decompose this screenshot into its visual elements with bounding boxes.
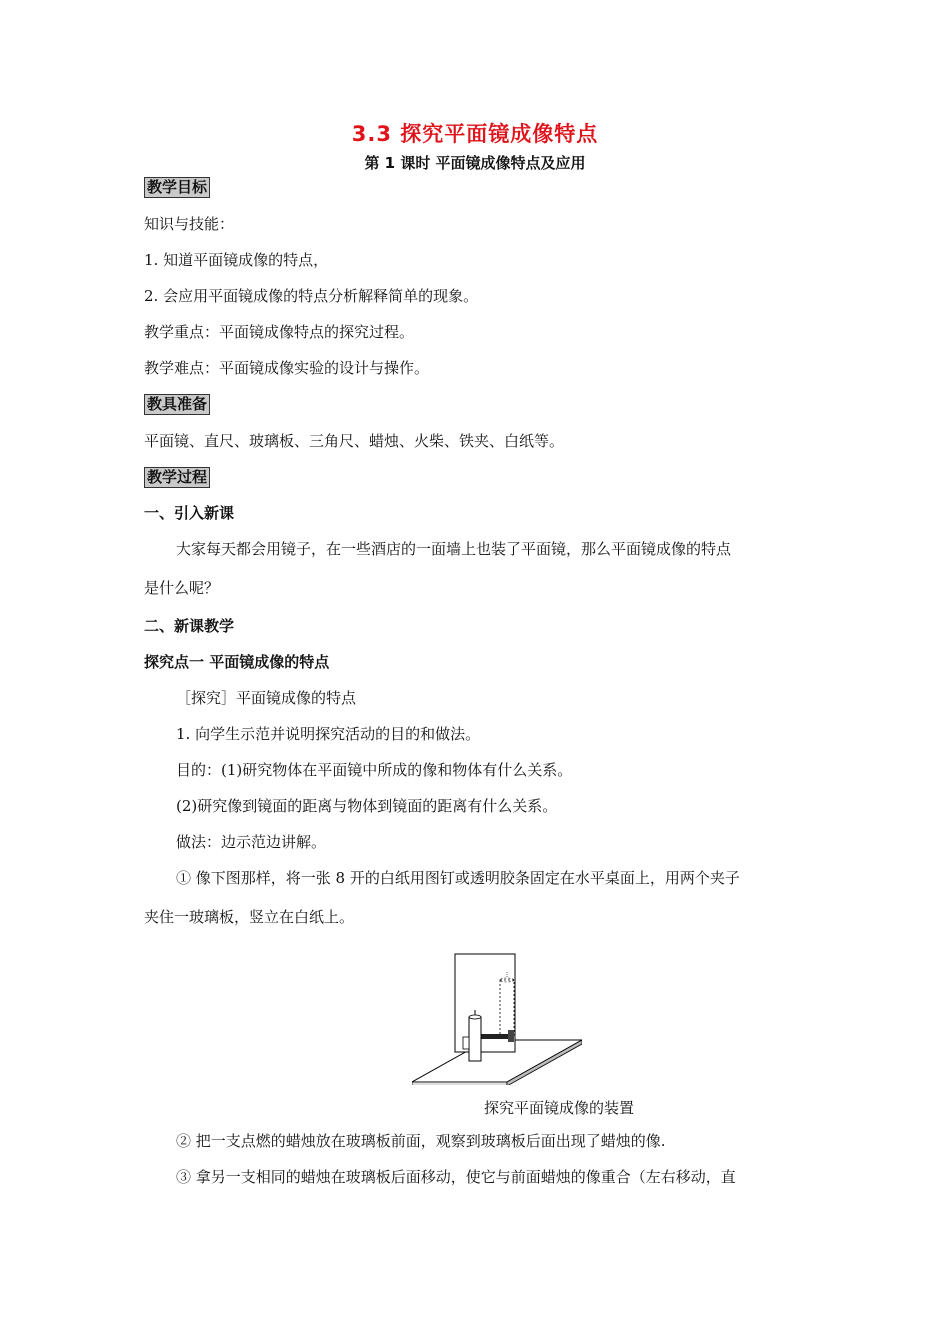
explore-label: ［探究］平面镜成像的特点 (176, 689, 357, 707)
method-step-1-line-1: ① 像下图那样，将一张 8 开的白纸用图钉或透明胶条固定在水平桌面上，用两个夹子 (176, 869, 740, 887)
intro-paragraph-line-1: 大家每天都会用镜子，在一些酒店的一面墙上也装了平面镜，那么平面镜成像的特点 (176, 540, 732, 558)
section-process-heading: 教学过程 (144, 467, 210, 488)
purpose-1: 目的：(1)研究物体在平面镜中所成的像和物体有什么关系。 (176, 761, 573, 779)
lesson-subtitle: 第 1 课时 平面镜成像特点及应用 (364, 154, 586, 172)
goal-item-2: 2. 会应用平面镜成像的特点分析解释简单的现象。 (144, 287, 479, 305)
goal-item-1: 1. 知道平面镜成像的特点， (144, 251, 329, 269)
method-step-2: ② 把一支点燃的蜡烛放在玻璃板前面，观察到玻璃板后面出现了蜡烛的像. (176, 1132, 666, 1150)
step-1: 1. 向学生示范并说明探究活动的目的和做法。 (176, 725, 481, 743)
difficult-point: 教学难点：平面镜成像实验的设计与操作。 (144, 359, 430, 377)
tools-list: 平面镜、直尺、玻璃板、三角尺、蜡烛、火柴、铁夹、白纸等。 (144, 432, 565, 450)
intro-paragraph-line-2: 是什么呢？ (144, 579, 220, 597)
method-step-1-line-2: 夹住一玻璃板，竖立在白纸上。 (144, 908, 355, 926)
purpose-2: (2)研究像到镜面的距离与物体到镜面的距离有什么关系。 (176, 797, 558, 815)
method-label: 做法：边示范边讲解。 (176, 833, 327, 851)
method-step-3: ③ 拿另一支相同的蜡烛在玻璃板后面移动，使它与前面蜡烛的像重合（左右移动，直 (176, 1168, 736, 1186)
document-title: 3.3 探究平面镜成像特点 (351, 122, 599, 146)
mirror-experiment-figure (412, 950, 582, 1085)
part-one-heading: 一、引入新课 (144, 504, 235, 522)
section-goals-heading: 教学目标 (144, 177, 210, 198)
part-two-heading: 二、新课教学 (144, 617, 235, 635)
key-point: 教学重点：平面镜成像特点的探究过程。 (144, 323, 415, 341)
section-tools-heading: 教具准备 (144, 394, 210, 415)
knowledge-label: 知识与技能： (144, 215, 235, 233)
inquiry-point-heading: 探究点一 平面镜成像的特点 (144, 653, 330, 671)
figure-caption: 探究平面镜成像的装置 (483, 1099, 634, 1117)
